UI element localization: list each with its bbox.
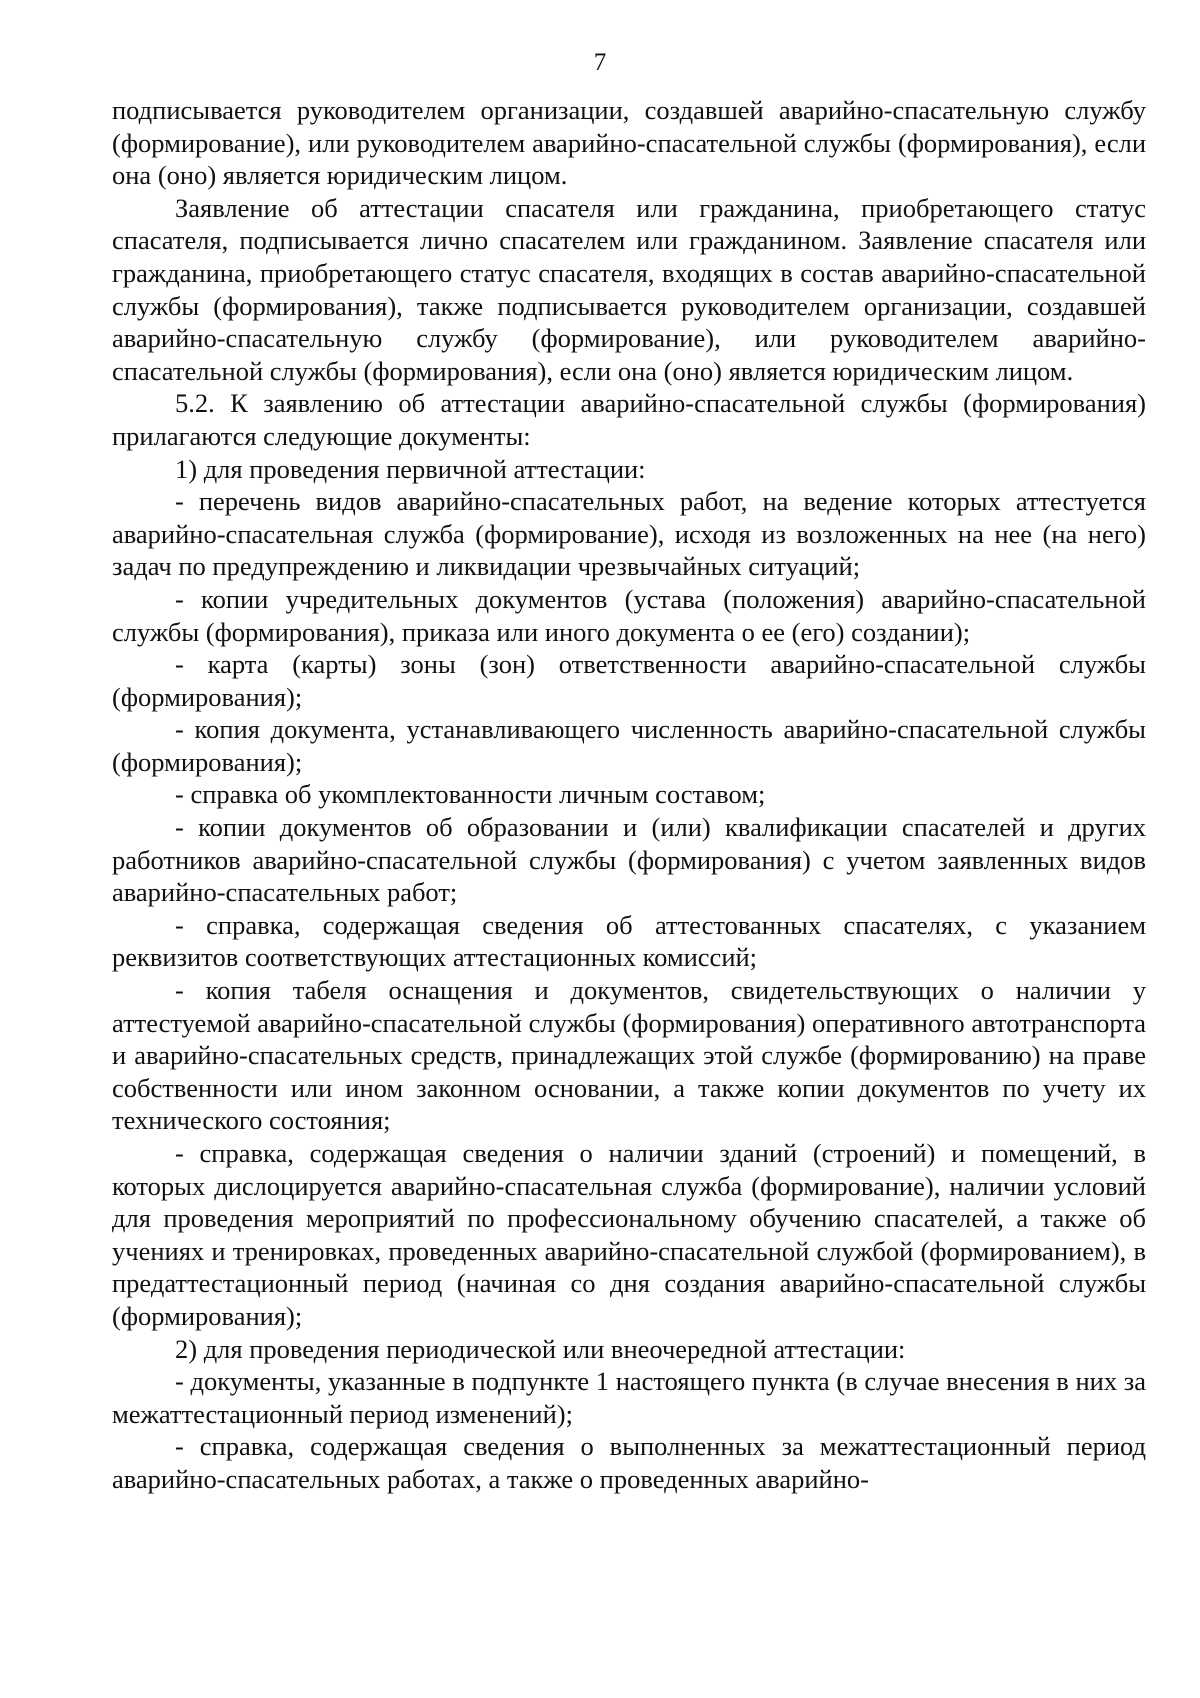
paragraph: - копия табеля оснащения и документов, свидетельствующих о наличии у аттестуемой аварийно-спасательной службы (формирования) оперативного автотранспорта и аварийно-спасательных средств, принадлежащих этой службе (формированию) на праве собственности или ином законном основании, а также копии документов по учету их технического состояния; [112,975,1146,1136]
paragraph: 1) для проведения первичной аттестации: [175,453,646,484]
paragraph: - копия документа, устанавливающего численность аварийно-спасательной службы (формирования); [112,714,1146,777]
paragraph: - копии учредительных документов (устава (положения) аварийно-спасательной службы (формирования), приказа или иного документа о ее (его) создании); [112,583,1146,647]
paragraph: - копии документов об образовании и (или) квалификации спасателей и других работников аварийно-спасательной службы (формирования) с учетом заявленных видов аварийно-спасательных работ; [112,812,1146,908]
paragraph: - перечень видов аварийно-спасательных работ, на ведение которых аттестуется аварийно-спасательная служба (формирование), исходя из возложенных на нее (на него) задач по предупреждению и ликвидации чрезвычайных ситуаций; [112,486,1146,582]
paragraph: - справка, содержащая сведения об аттестованных спасателях, с указанием реквизитов соответствующих аттестационных комиссий; [112,909,1146,973]
paragraph: 5.2. К заявлению об аттестации аварийно-спасательной службы (формирования) прилагаются следующие документы: [112,388,1146,451]
paragraph: - карта (карты) зоны (зон) ответственности аварийно-спасательной службы (формирования); [112,649,1146,712]
paragraph: - справка, содержащая сведения о выполненных за межаттестационный период аварийно-спасательных работах, а также о проведенных аварийно- [112,1431,1146,1494]
paragraph: подписывается руководителем организации, создавшей аварийно-спасательную службу (формирование), или руководителем аварийно-спасательной службы (формирования), если она (оно) является юридическим лицом. [112,95,1146,191]
paragraph: 2) для проведения периодической или внеочередной аттестации: [175,1333,906,1364]
paragraph: - справка об укомплектованности личным составом; [175,779,766,810]
page-number: 7 [593,49,607,76]
document-body [112,94,1146,1496]
paragraph: Заявление об аттестации спасателя или гражданина, приобретающего статус спасателя, подписывается лично спасателем или гражданином. Заявление спасателя или гражданина, приобретающего статус спасателя, входящих в состав аварийно-спасательной службы (формирования), также подписывается руководителем организации, создавшей аварийно-спасательную службу (формирование), или руководителем аварийно-спасательной службы (формирования), если она (оно) является юридическим лицом. [112,192,1146,386]
paragraph: - документы, указанные в подпункте 1 настоящего пункта (в случае внесения в них за межаттестационный период изменений); [112,1366,1146,1429]
paragraph: - справка, содержащая сведения о наличии зданий (строений) и помещений, в которых дислоцируется аварийно-спасательная служба (формирование), наличии условий для проведения мероприятий по профессиональному обучению спасателей, а также об учениях и тренировках, проведенных аварийно-спасательной службой (формированием), в предаттестационный период (начиная со дня создания аварийно-спасательной службы (формирования); [112,1138,1146,1331]
